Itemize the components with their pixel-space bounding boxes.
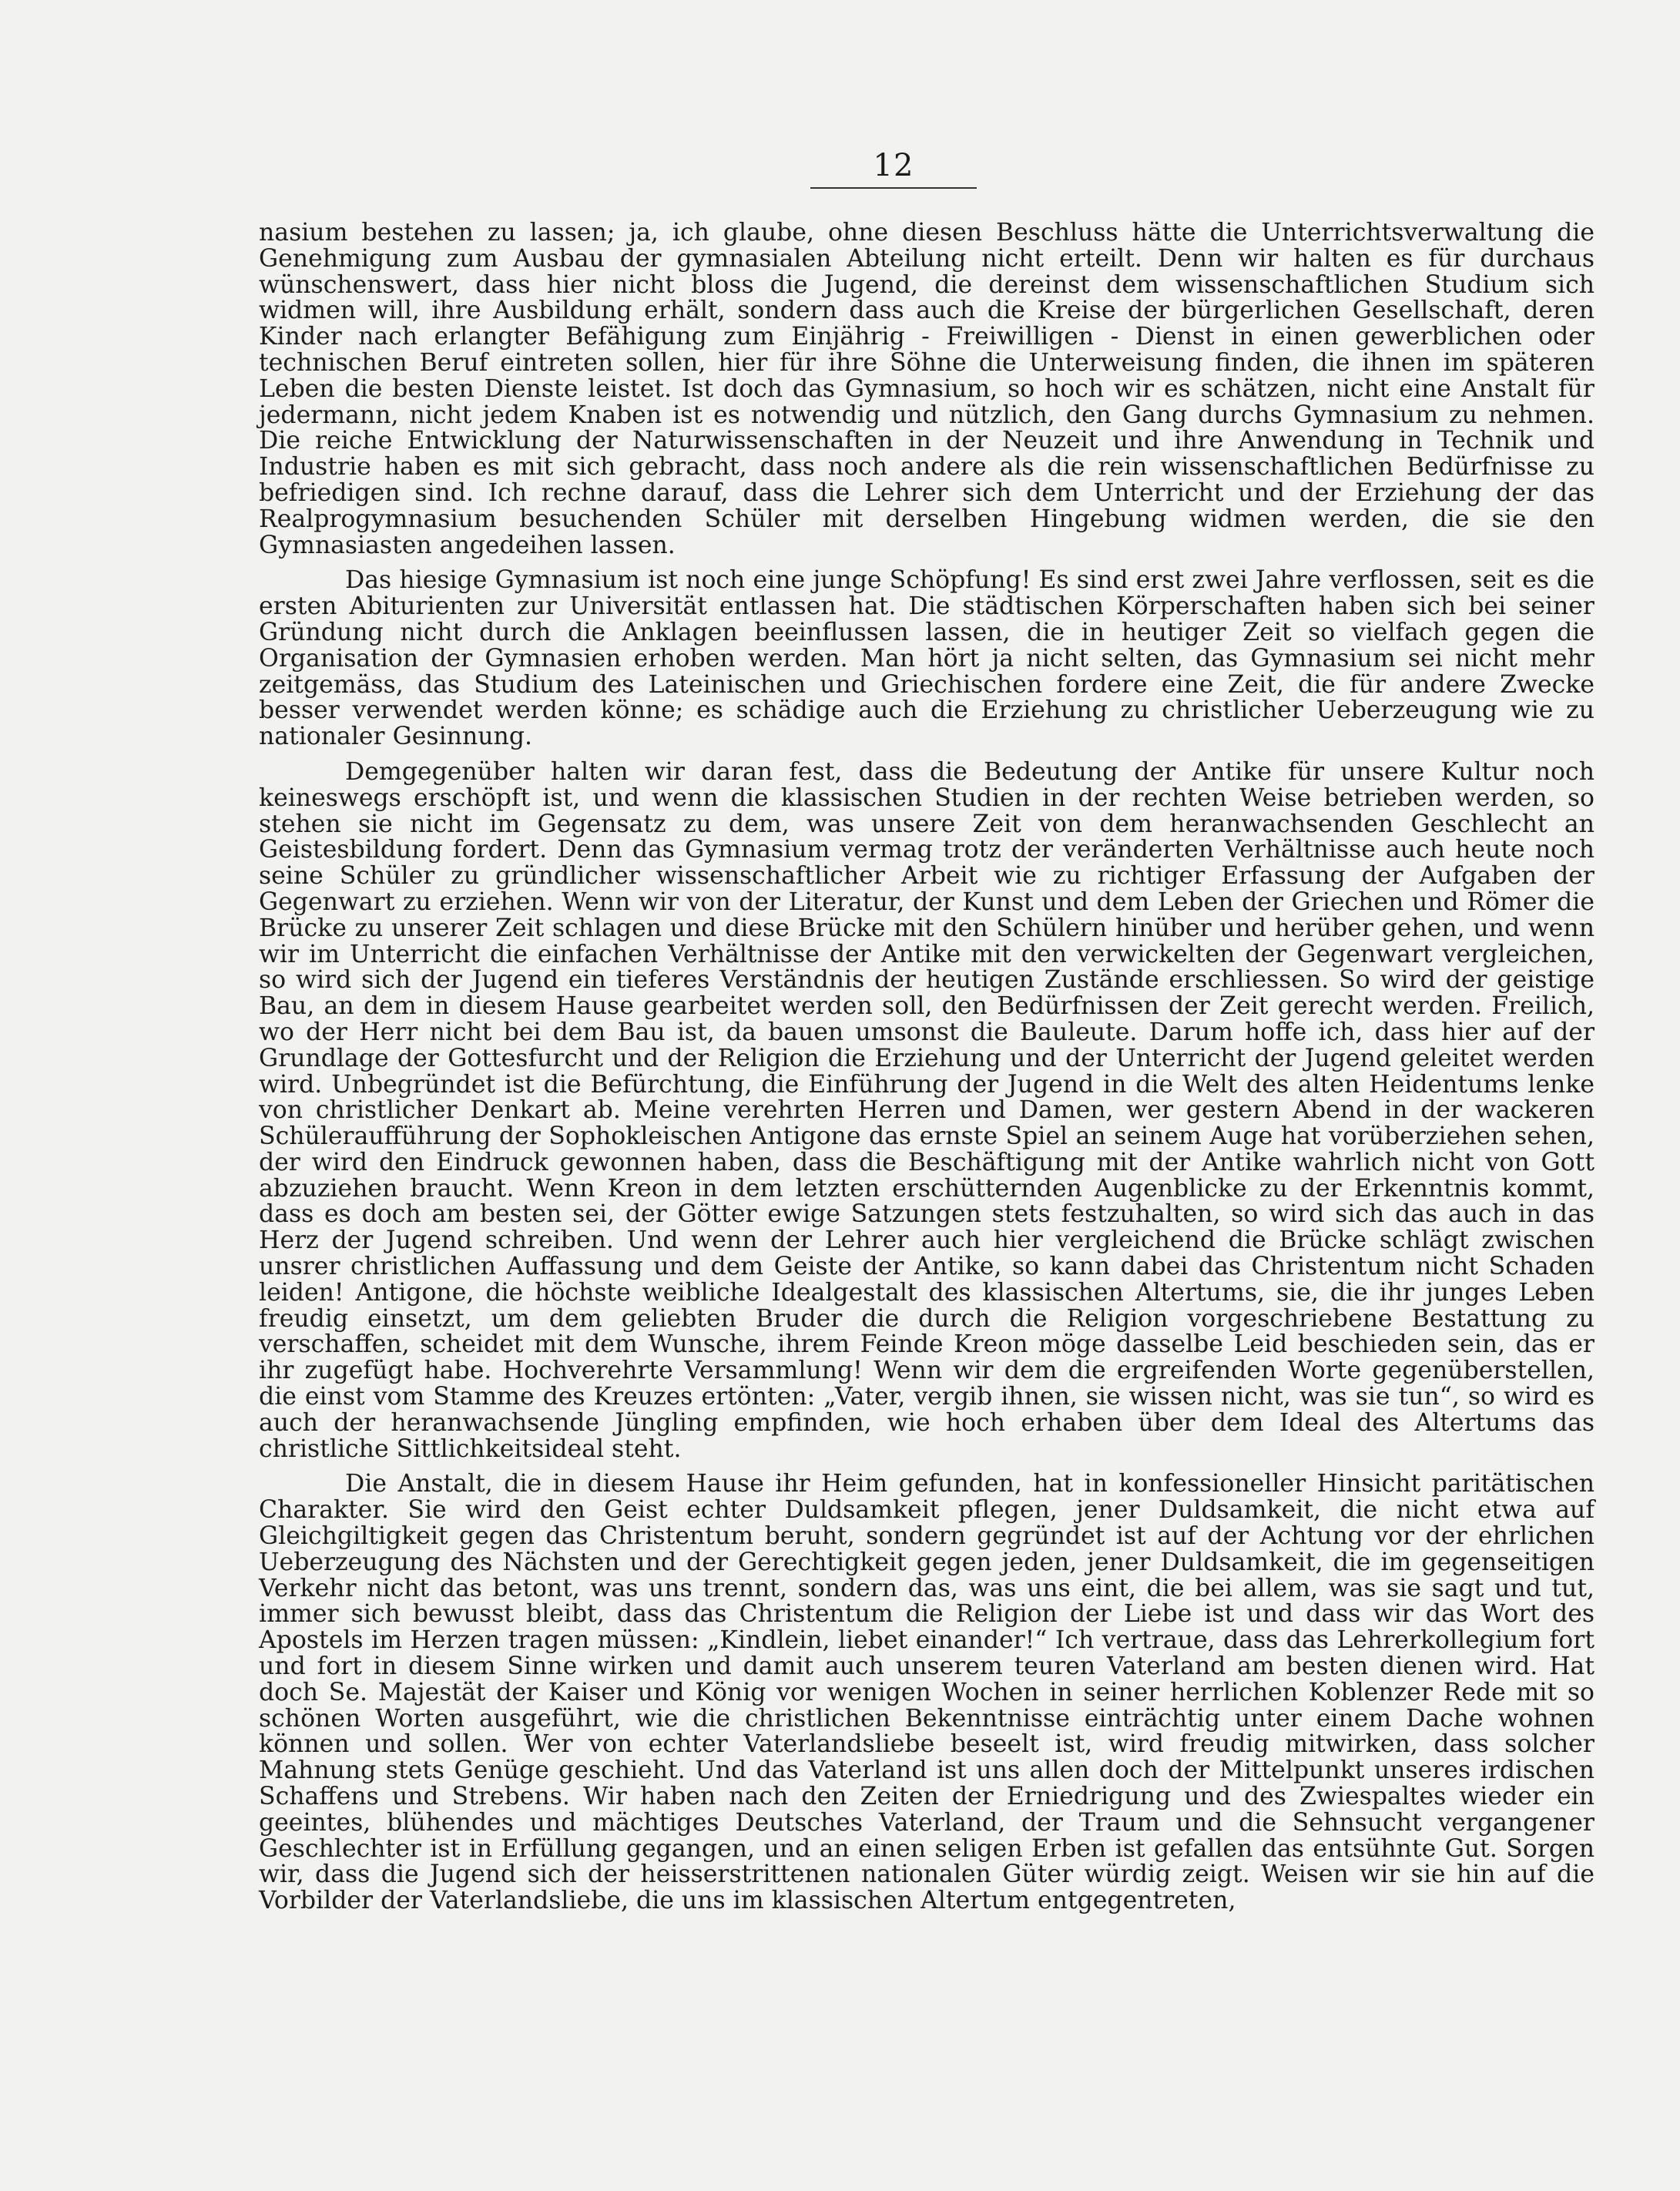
paragraph: Demgegenüber halten wir daran fest, dass die Bedeutung der Antike für unsere Kultur noch keineswegs erschöpft ist, und wenn die klassischen Studien in der rechten Weise betrieben werden, so stehen sie nicht im Gegensatz zu dem, was unsere Zeit von dem heranwachsenden Geschlecht an Geistesbildung fordert. Denn das Gymnasium vermag trotz der veränderten Verhältnisse auch heute noch seine Schüler zu gründlicher wissenschaftlicher Arbeit wie zu richtiger Erfassung der Aufgaben der Gegenwart zu erziehen. Wenn wir von der Literatur, der Kunst und dem Leben der Griechen und Römer die Brücke zu unserer Zeit schlagen und diese Brücke mit den Schülern hinüber und herüber gehen, und wenn wir im Unterricht die einfachen Verhältnisse der Antike mit den verwickelten der Gegenwart vergleichen, so wird sich der Jugend ein tieferes Verständnis der heutigen Zustände erschliessen. So wird der geistige Bau, an dem in diesem Hause gearbeitet werden soll, den Bedürfnissen der Zeit gerecht werden. Freilich, wo der Herr nicht bei dem Bau ist, da bauen umsonst die Bauleute. Darum hoffe ich, dass hier auf der Grundlage der Gottesfurcht und der Religion die Erziehung und der Unterricht der Jugend geleitet werden wird. Unbegründet ist die Befürchtung, die Einführung der Jugend in die Welt des alten Heidentums lenke von christlicher Denkart ab. Meine verehrten Herren und Damen, wer gestern Abend in der wackeren Schüleraufführung der Sophokleischen Antigone das ernste Spiel an seinem Auge hat vorüberziehen sehen, der wird den Eindruck gewonnen haben, dass die Beschäftigung mit der Antike wahrlich nicht von Gott abzuziehen braucht. Wenn Kreon in dem letzten erschütternden Augenblicke zu der Erkenntnis kommt, dass es doch am besten sei, der Götter ewige Satzungen stets festzuhalten, so wird sich das auch in das Herz der Jugend schreiben. Und wenn der Lehrer auch hier vergleichend die Brücke schlägt zwischen unsrer christlichen Auffassung und dem Geiste der Antike, so kann dabei das Christentum nicht Schaden leiden! Antigone, die höchste weibliche Idealgestalt des klassischen Altertums, sie, die ihr junges Leben freudig einsetzt, um dem geliebten Bruder die durch die Religion vorgeschriebene Bestattung zu verschaffen, scheidet mit dem Wunsche, ihrem Feinde Kreon möge dasselbe Leid beschieden sein, das er ihr zugefügt habe. Hochverehrte Versammlung! Wenn wir dem die ergreifenden Worte gegenüberstellen, die einst vom Stamme des Kreuzes ertönten: „Vater, vergib ihnen, sie wissen nicht, was sie tun“, so wird es auch der heranwachsende Jüngling empfinden, wie hoch erhaben über dem Ideal des Altertums das christliche Sittlichkeitsideal steht. <box>259 757 1594 1463</box>
paragraph: nasium bestehen zu lassen; ja, ich glaube, ohne diesen Beschluss hätte die Unterrichtsverwaltung die Genehmigung zum Ausbau der gymnasialen Abteilung nicht erteilt. Denn wir halten es für durchaus wünschenswert, dass hier nicht bloss die Jugend, die dereinst dem wissenschaftlichen Studium sich widmen will, ihre Ausbildung erhält, sondern dass auch die Kreise der bürgerlichen Gesellschaft, deren Kinder nach erlangter Befähigung zum Einjährig - Freiwilligen - Dienst in einen gewerblichen oder technischen Beruf eintreten sollen, hier für ihre Söhne die Unterweisung finden, die ihnen im späteren Leben die besten Dienste leistet. Ist doch das Gymnasium, so hoch wir es schätzen, nicht eine Anstalt für jedermann, nicht jedem Knaben ist es notwendig und nützlich, den Gang durchs Gymnasium zu nehmen. Die reiche Entwicklung der Naturwissenschaften in der Neuzeit und ihre Anwendung in Technik und Industrie haben es mit sich gebracht, dass noch andere als die rein wissenschaftlichen Bedürfnisse zu befriedigen sind. Ich rechne darauf, dass die Lehrer sich dem Unterricht und der Erziehung der das Realprogymnasium besuchenden Schüler mit derselben Hingebung widmen werden, die sie den Gymnasiasten angedeihen lassen. <box>259 219 1594 559</box>
paragraph: Das hiesige Gymnasium ist noch eine junge Schöpfung! Es sind erst zwei Jahre verflossen, seit es die ersten Abiturienten zur Universität entlassen hat. Die städtischen Körperschaften haben sich bei seiner Gründung nicht durch die Anklagen beeinflussen lassen, die in heutiger Zeit so vielfach gegen die Organisation der Gymnasien erhoben werden. Man hört ja nicht selten, das Gymnasium sei nicht mehr zeitgemäss, das Studium des Lateinischen und Griechischen fordere eine Zeit, die für andere Zwecke besser verwendet werden könne; es schädige auch die Erziehung zu christlicher Ueberzeugung wie zu nationaler Gesinnung. <box>259 566 1594 751</box>
body-text <box>259 220 1594 1914</box>
page-number: 12 <box>873 148 914 183</box>
header-rule <box>810 187 977 189</box>
paragraph: Die Anstalt, die in diesem Hause ihr Heim gefunden, hat in konfessioneller Hinsicht paritätischen Charakter. Sie wird den Geist echter Duldsamkeit pflegen, jener Duldsamkeit, die nicht etwa auf Gleichgiltigkeit gegen das Christentum beruht, sondern gegründet ist auf der Achtung vor der ehrlichen Ueberzeugung des Nächsten und der Gerechtigkeit gegen jeden, jener Duldsamkeit, die im gegenseitigen Verkehr nicht das betont, was uns trennt, sondern das, was uns eint, die bei allem, was sie sagt und tut, immer sich bewusst bleibt, dass das Christentum die Religion der Liebe ist und dass wir das Wort des Apostels im Herzen tragen müssen: „Kindlein, liebet einander!“ Ich vertraue, dass das Lehrerkollegium fort und fort in diesem Sinne wirken und damit auch unserem teuren Vaterland am besten dienen wird. Hat doch Se. Majestät der Kaiser und König vor wenigen Wochen in seiner herrlichen Koblenzer Rede mit so schönen Worten ausgeführt, wie die christlichen Bekenntnisse einträchtig unter einem Dache wohnen können und sollen. Wer von echter Vaterlandsliebe beseelt ist, wird freudig mitwirken, dass solcher Mahnung stets Genüge geschieht. Und das Vaterland ist uns allen doch der Mittelpunkt unseres irdischen Schaffens und Strebens. Wir haben nach den Zeiten der Erniedrigung und des Zwiespaltes wieder ein geeintes, blühendes und mächtiges Deutsches Vaterland, der Traum und die Sehnsucht vergangener Geschlechter ist in Erfüllung gegangen, und an einen seligen Erben ist gefallen das entsühnte Gut. Sorgen wir, dass die Jugend sich der heisserstrittenen nationalen Güter würdig zeigt. Weisen wir sie hin auf die Vorbilder der Vaterlandsliebe, die uns im klassischen Altertum entgegentreten, <box>259 1470 1594 1915</box>
